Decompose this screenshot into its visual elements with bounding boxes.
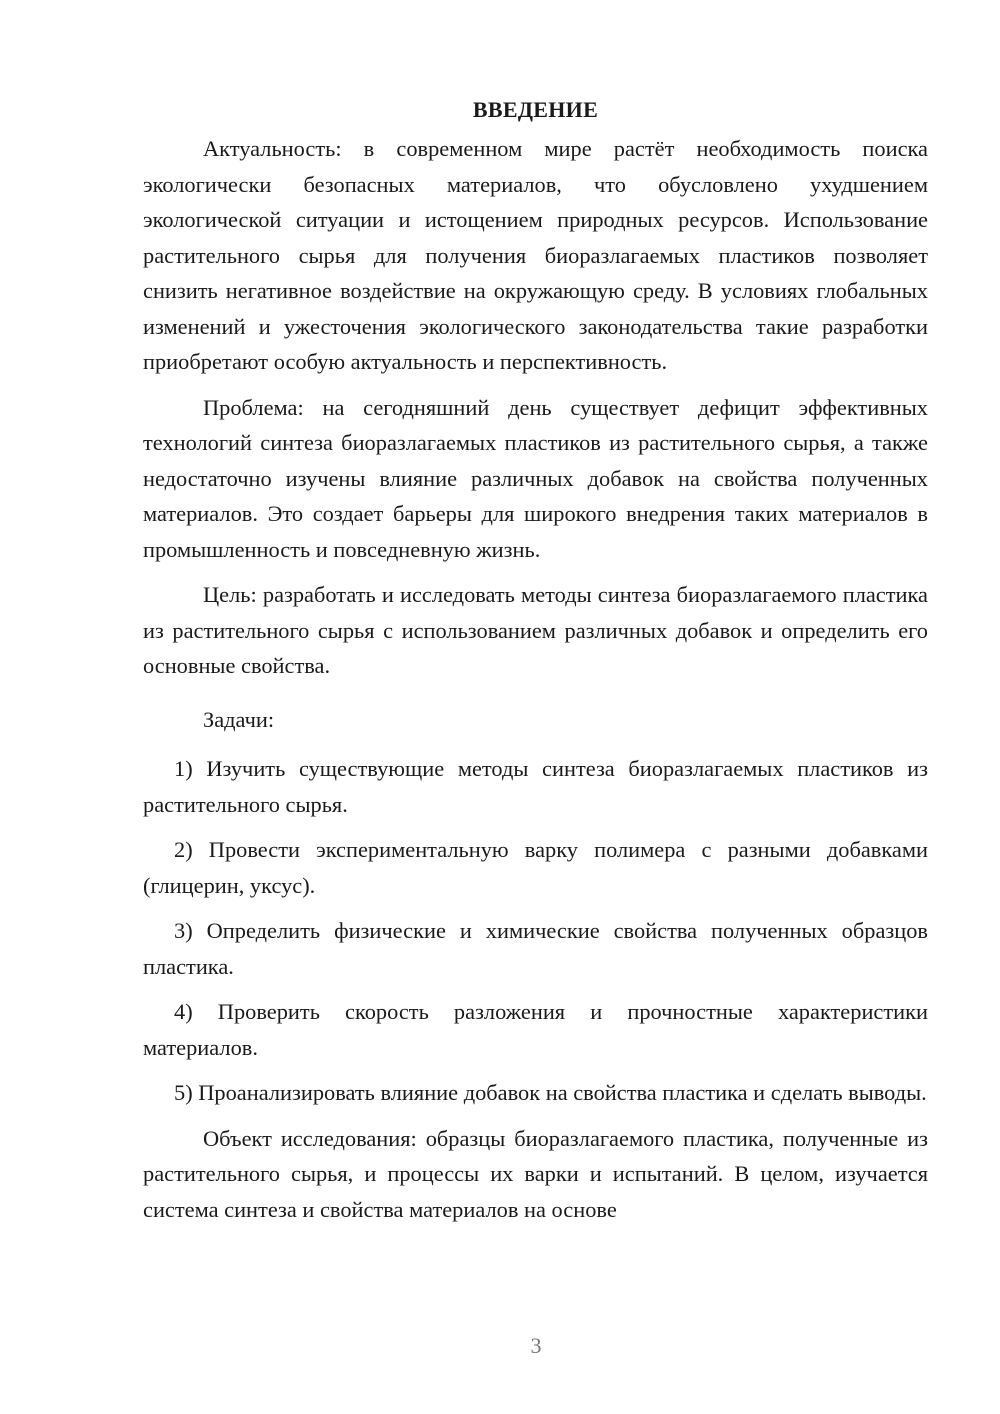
relevance-paragraph: Актуальность: в современном мире растёт необходимость поиска экологически безопасных материалов, что обусловлено ухудшением экологической ситуации и истощением природных ресурсов. Использование растительного сырья для получения биоразлагаемых пластиков позволяет снизить негативное воздействие на окружающую среду. В условиях глобальных изменений и ужесточения экологического законодательства такие разработки приобретают особую актуальность и перспективность. <box>143 136 928 374</box>
task-item-3: 3) Определить физические и химические свойства полученных образцов пластика. <box>143 918 928 979</box>
problem-paragraph: Проблема: на сегодняшний день существует дефицит эффективных технологий синтеза биоразлагаемых пластиков из растительного сырья, а также недостаточно изучены влияние различных добавок на свойства полученных материалов. Это создает барьеры для широкого внедрения таких материалов в промышленность и повседневную жизнь. <box>143 394 928 562</box>
task-item-5: 5) Проанализировать влияние добавок на свойства пластика и сделать выводы. <box>174 1080 927 1105</box>
task-item-4: 4) Проверить скорость разложения и прочностные характеристики материалов. <box>143 999 928 1060</box>
page-number: 3 <box>530 1333 542 1358</box>
object-paragraph: Объект исследования: образцы биоразлагаемого пластика, полученные из растительного сырья, и процессы их варки и испытаний. В целом, изучается система синтеза и свойства материалов на основе <box>143 1125 928 1222</box>
section-heading: ВВЕДЕНИЕ <box>472 97 599 122</box>
task-item-2: 2) Провести экспериментальную варку полимера с разными добавками (глицерин, уксус). <box>143 837 928 898</box>
document-page <box>143 92 928 1227</box>
goal-paragraph: Цель: разработать и исследовать методы синтеза биоразлагаемого пластика из растительного сырья с использованием различных добавок и определить его основные свойства. <box>143 582 928 678</box>
task-item-1: 1) Изучить существующие методы синтеза биоразлагаемых пластиков из растительного сырья. <box>143 756 928 817</box>
tasks-heading: Задачи: <box>203 706 275 732</box>
